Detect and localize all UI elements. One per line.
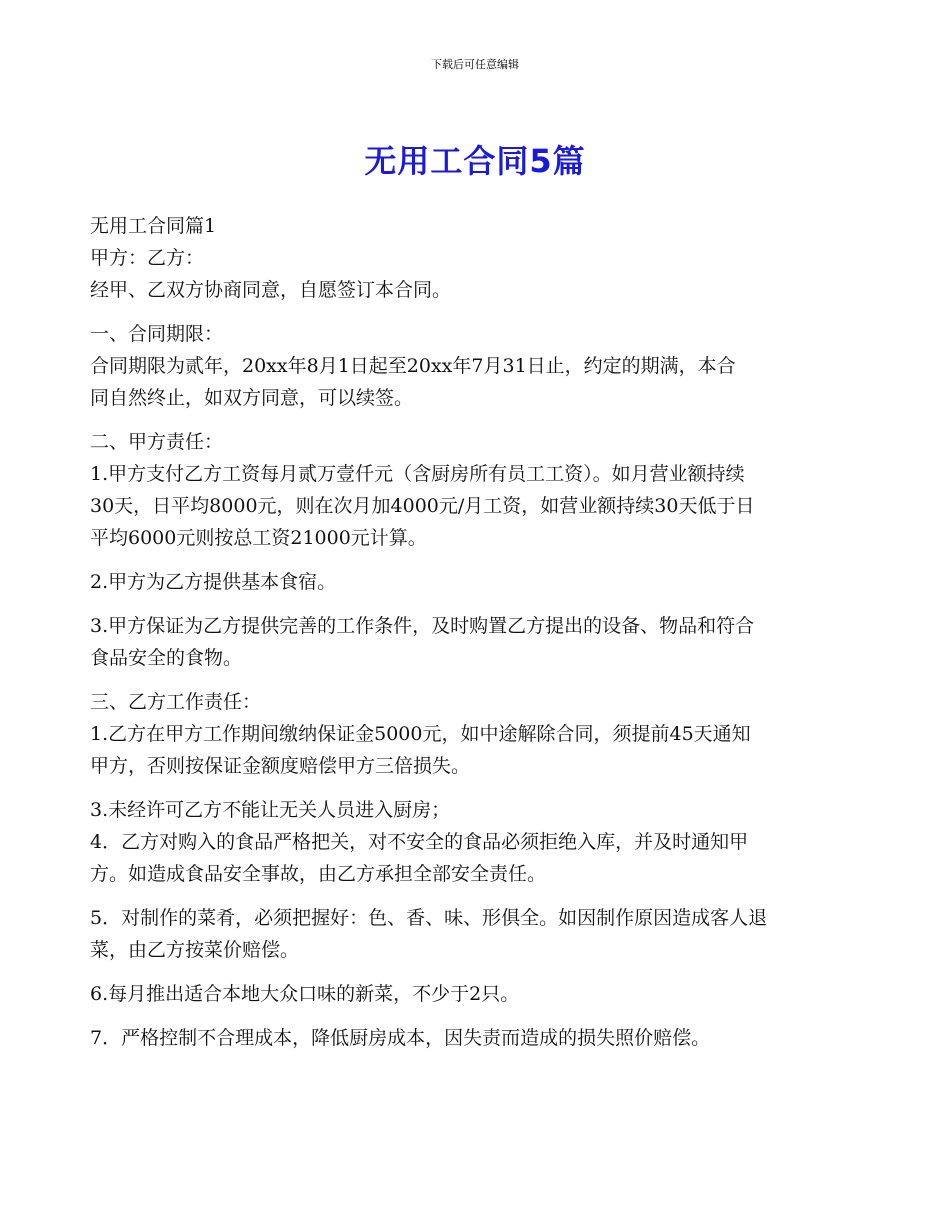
body-line: 一、合同期限： xyxy=(90,323,224,345)
body-line: 平均6000元则按总工资21000元计算。 xyxy=(90,527,427,549)
body-line: 同自然终止，如双方同意，可以续签。 xyxy=(90,387,414,409)
body-line: 4．乙方对购入的食品严格把关，对不安全的食品必须拒绝入库，并及时通知甲 xyxy=(90,831,749,853)
body-line: 二、甲方责任： xyxy=(90,431,224,453)
body-line: 6.每月推出适合本地大众口味的新菜，不少于2只。 xyxy=(90,983,520,1005)
body-line: 甲方，否则按保证金额度赔偿甲方三倍损失。 xyxy=(90,755,471,777)
body-line: 食品安全的食物。 xyxy=(90,647,243,669)
body-line: 7．严格控制不合理成本，降低厨房成本，因失责而造成的损失照价赔偿。 xyxy=(90,1027,711,1049)
body-line: 方。如造成食品安全事故，由乙方承担全部安全责任。 xyxy=(90,863,547,885)
body-line: 经甲、乙双方协商同意，自愿签订本合同。 xyxy=(90,279,452,301)
body-line: 三、乙方工作责任： xyxy=(90,691,262,713)
body-line: 无用工合同篇1 xyxy=(90,215,217,237)
body-line: 5．对制作的菜肴，必须把握好：色、香、味、形俱全。如因制作原因造成客人退 xyxy=(90,907,768,929)
body-line: 2.甲方为乙方提供基本食宿。 xyxy=(90,571,337,593)
body-line: 1.甲方支付乙方工资每月贰万壹仟元（含厨房所有员工工资）。如月营业额持续 xyxy=(90,463,745,485)
body-line: 3.甲方保证为乙方提供完善的工作条件，及时购置乙方提出的设备、物品和符合 xyxy=(90,615,755,637)
body-line: 甲方：乙方： xyxy=(90,247,205,269)
document-title: 无用工合同5篇 xyxy=(364,142,586,180)
body-line: 30天，日平均8000元，则在次月加4000元/月工资，如营业额持续30天低于日 xyxy=(90,495,755,517)
body-line: 合同期限为贰年，20xx年8月1日起至20xx年7月31日止，约定的期满，本合 xyxy=(90,355,736,377)
body-line: 3.未经许可乙方不能让无关人员进入厨房； xyxy=(90,799,451,821)
body-line: 1.乙方在甲方工作期间缴纳保证金5000元，如中途解除合同，须提前45天通知 xyxy=(90,723,751,745)
body-line: 菜，由乙方按菜价赔偿。 xyxy=(90,939,300,961)
document-body xyxy=(90,210,860,1054)
page-header-note: 下载后可任意编辑 xyxy=(431,58,519,71)
